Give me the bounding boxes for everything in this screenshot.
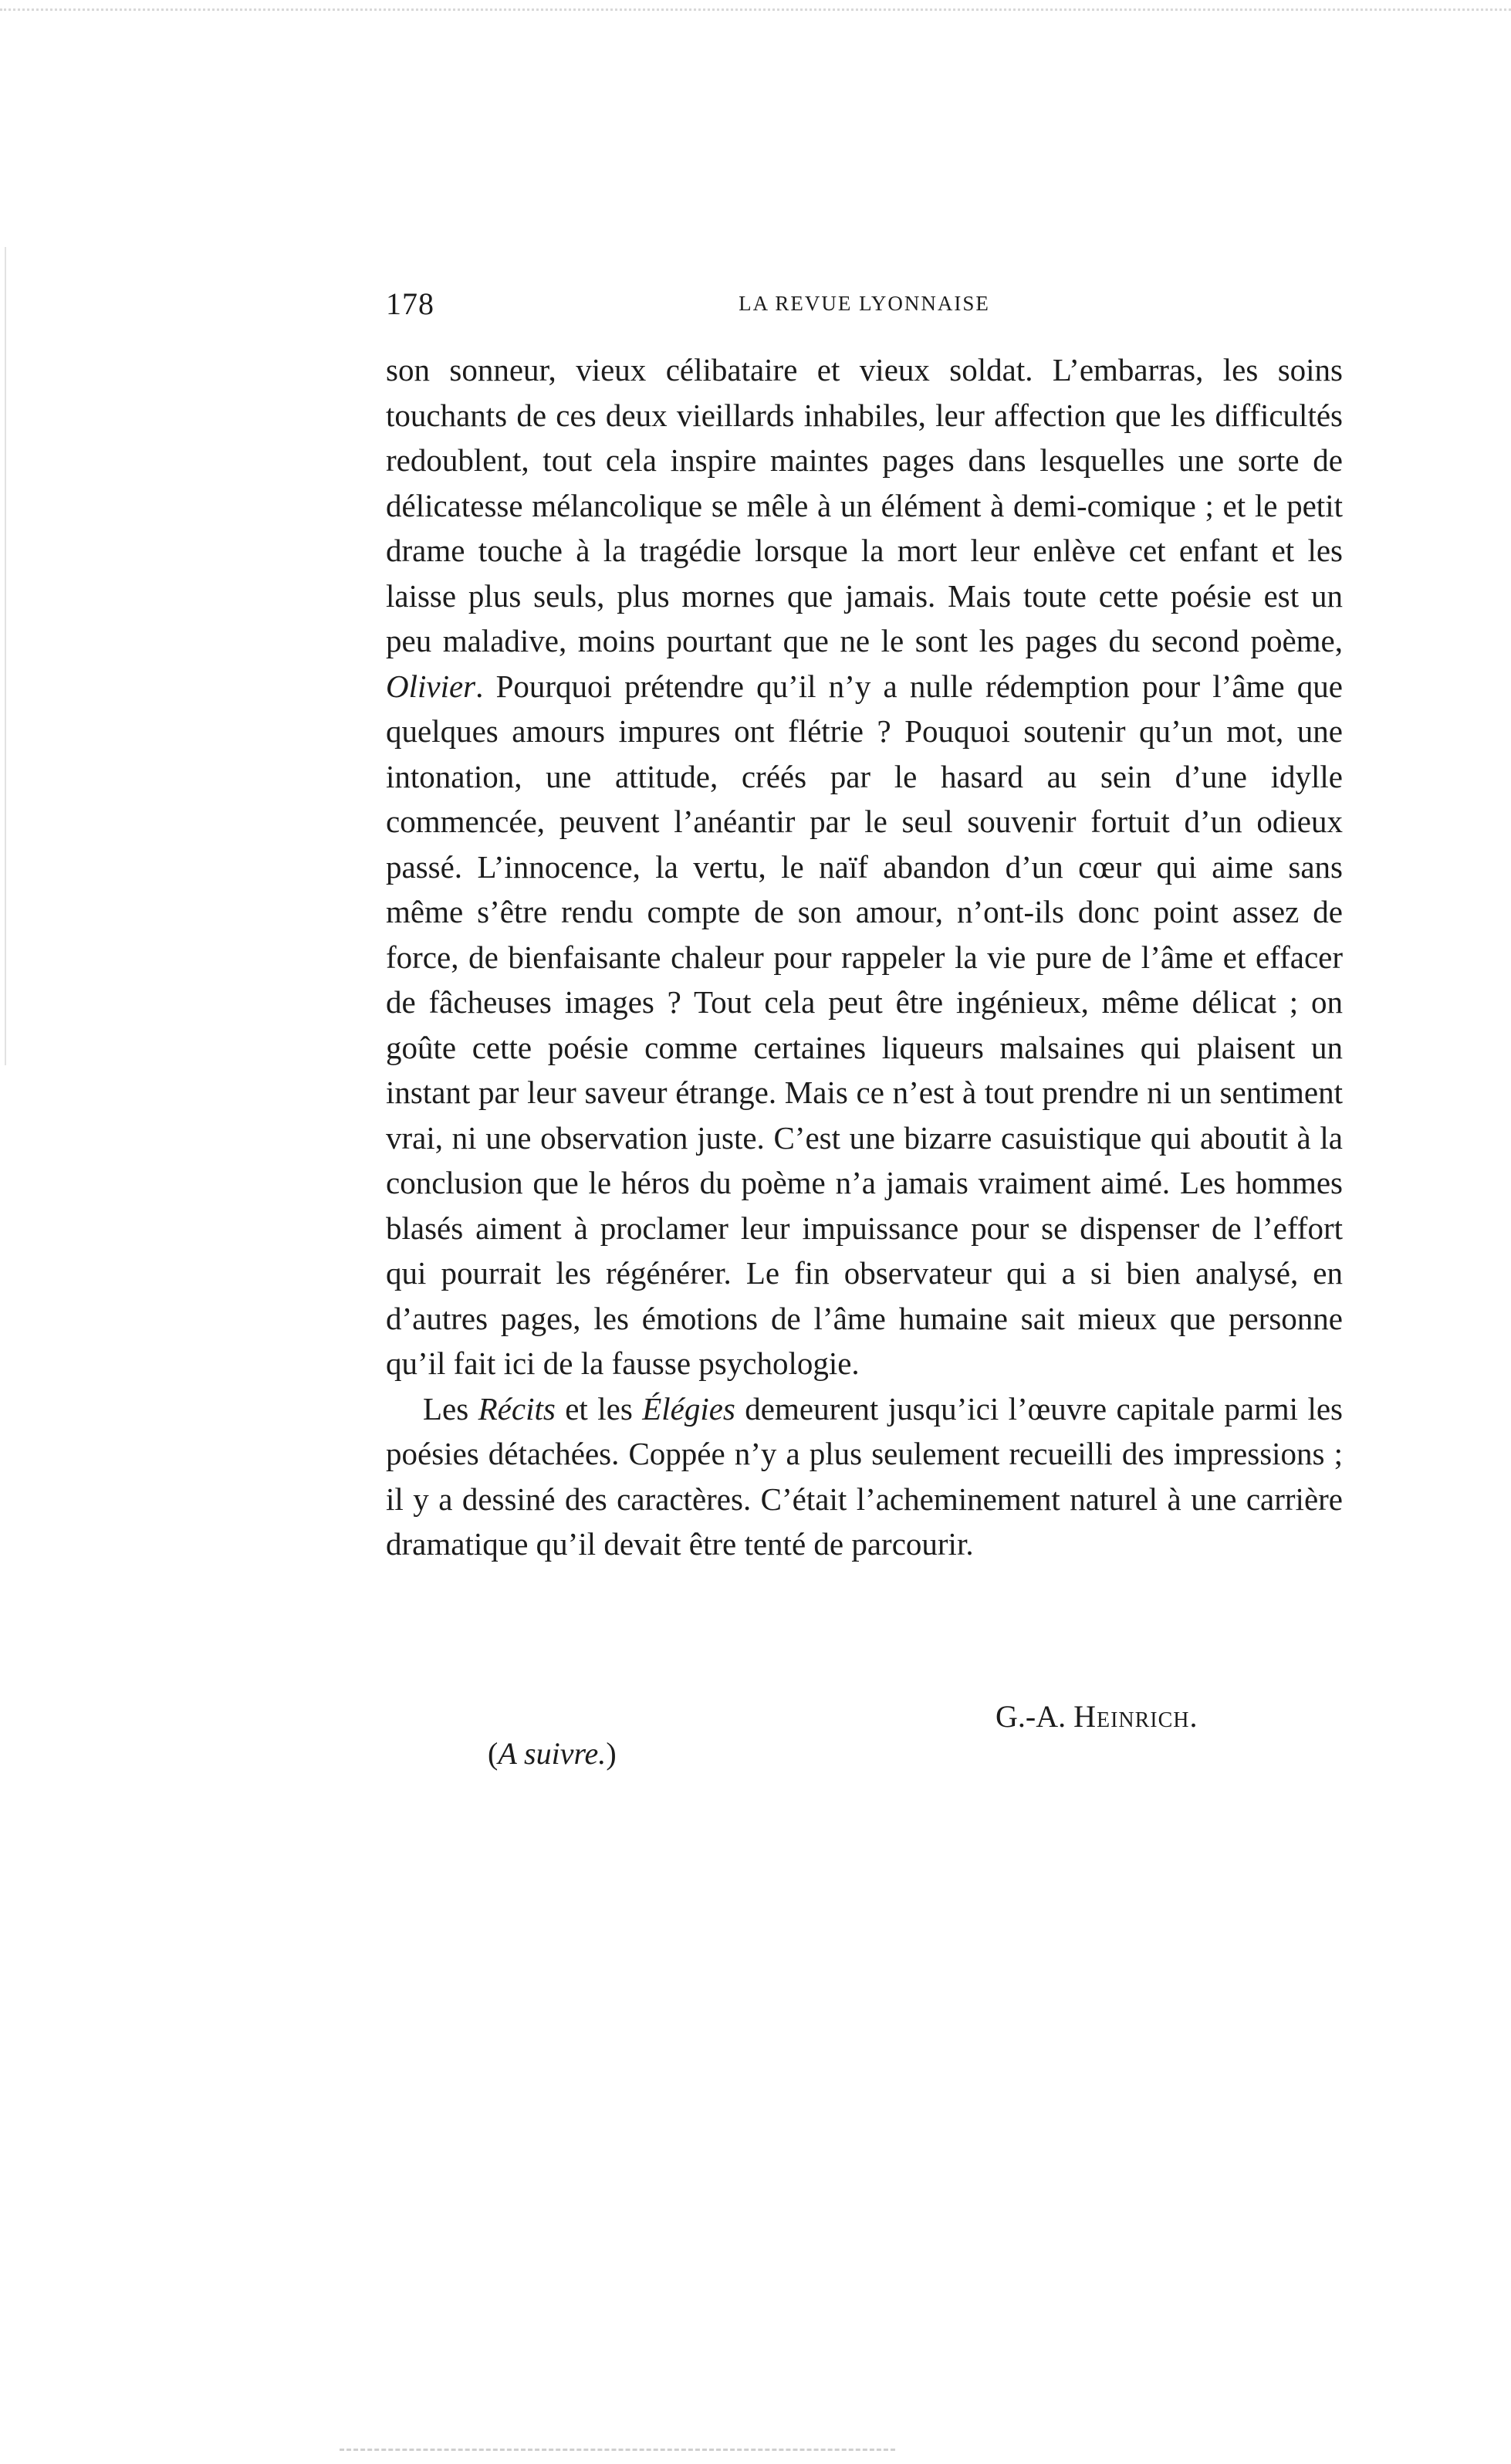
paragraph-2 [386,1386,1343,1567]
scan-bottom-edge [340,2449,895,2454]
paragraph-2-text-c: demeurent jusqu’ici l’œuvre capitale parmi les poésies détachées. Coppée n’y a plus seulement recueilli des impressions ; il y a dessiné des caractères. C’était l’acheminement naturel à une carrière dramatique qu’il devait être tenté de parcourir. [386,1390,1344,1562]
title-elegies: Élégies [642,1390,735,1427]
paragraph-2-text-a: Les [423,1390,478,1427]
continuation-open-paren: ( [488,1736,499,1771]
page-number: 178 [386,286,434,321]
article-body [386,347,1343,1567]
author-surname: Heinrich. [1073,1699,1198,1734]
running-head: LA REVUE LYONNAISE [739,292,990,315]
paragraph-1-text-a: son sonneur, vieux célibataire et vieux soldat. L’embarras, les soins touchants de ces deux vieillards inhabiles, leur affection que les difficultés redoublent, tout cela inspire maintes pages dans lesquelles une sorte de délicatesse mélancolique se mêle à un élément à demi-comique ; et le petit drame touche à la tragédie lorsque la mort leur enlève cet enfant et les laisse plus seuls, plus mornes que jamais. Mais toute cette poésie est un peu maladive, moins pourtant que ne le sont les pages du second poème, [386,352,1343,658]
to-be-continued [488,1735,617,1772]
paragraph-1-text-b: . Pourquoi prétendre qu’il n’y a nulle rédemption pour l’âme que quelques amours impures ont flétrie ? Pouquoi soutenir qu’un mot, une intonation, une attitude, créés par le hasard au sein d’une idylle commencée, peuvent l’anéantir par le seul souvenir fortuit d’un odieux passé. L’innocence, la vertu, le naïf abandon d’un cœur qui aime sans même s’être rendu compte de son amour, n’ont-ils donc point assez de force, de bienfaisante chaleur pour rappeler la vie pure de l’âme et effacer de fâcheuses images ? Tout cela peut être ingénieux, même délicat ; on goûte cette poésie comme certaines liqueurs malsaines qui plaisent un instant par leur saveur étrange. Mais ce n’est à tout prendre ni un sentiment vrai, ni une observation juste. C’est une bizarre casuistique qui aboutit à la conclusion que le héros du poème n’a jamais vraiment aimé. Les hommes blasés aiment à proclamer leur impuissance pour se dispenser de l’effort qui pourrait les régénérer. Le fin observateur qui a si bien analysé, en d’autres pages, les émotions de l’âme humaine sait mieux que personne qu’il fait ici de la fausse psychologie. [386,668,1343,1381]
author-signature [996,1698,1343,1735]
scan-left-edge [5,247,6,1065]
author-initials: G.-A. [996,1699,1066,1734]
scan-top-edge [0,0,1511,11]
title-olivier: Olivier [386,668,476,704]
title-recits: Récits [478,1390,556,1427]
continuation-text: A suivre. [498,1736,607,1771]
page-header [386,286,1343,332]
paragraph-2-text-b: et les [555,1390,643,1427]
continuation-close-paren: ) [606,1736,617,1771]
paragraph-1 [386,347,1343,1386]
